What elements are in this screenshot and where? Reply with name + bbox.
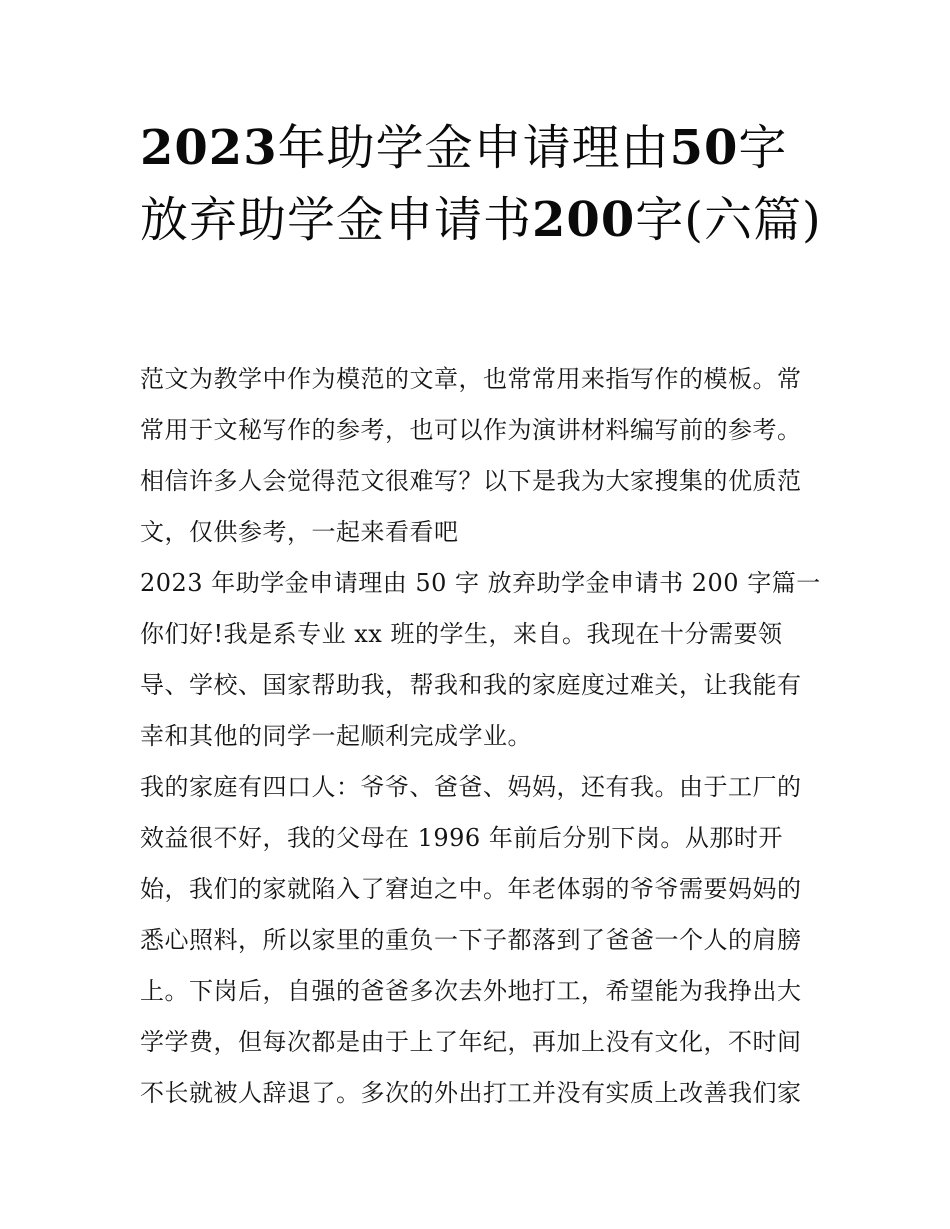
- title-number-50: 50: [669, 120, 739, 176]
- text-line: 幸和其他的同学一起顺利完成学业。: [140, 722, 532, 750]
- text-line: 范文为教学中作为模范的文章，也常常用来指写作的模板。常: [140, 365, 802, 393]
- text-line: 学学费，但每次都是由于上了年纪，再加上没有文化，不时间: [140, 1028, 802, 1056]
- title-number-200: 200: [532, 192, 636, 248]
- text-line: 上。下岗后，自强的爸爸多次去外地打工，希望能为我挣出大: [140, 977, 802, 1005]
- text-line: 悉心照料，所以家里的重负一下子都落到了爸爸一个人的肩膀: [140, 926, 802, 954]
- text-line: 导、学校、国家帮助我，帮我和我的家庭度过难关，让我能有: [140, 671, 802, 699]
- title-part-1: 年助学金申请理由: [277, 120, 670, 176]
- text-line: 你们好!我是系专业 xx 班的学生，来自。我现在十分需要领: [140, 620, 783, 648]
- section-heading: 2023 年助学金申请理由 50 字 放弃助学金申请书 200 字篇一: [140, 569, 821, 597]
- title-part-3: 字(六篇): [635, 192, 822, 248]
- title-part-2: 字放弃助学金申请书: [140, 120, 788, 248]
- text-line: 我的家庭有四口人：爷爷、爸爸、妈妈，还有我。由于工厂的: [140, 773, 802, 801]
- document-title: [140, 112, 830, 256]
- text-line: 效益很不好，我的父母在 1996 年前后分别下岗。从那时开: [140, 824, 783, 852]
- text-line: 相信许多人会觉得范文很难写？以下是我为大家搜集的优质范: [140, 467, 802, 495]
- title-year: 2023: [140, 120, 278, 176]
- text-line: 文，仅供参考，一起来看看吧: [140, 518, 459, 546]
- text-line: 常用于文秘写作的参考，也可以作为演讲材料编写前的参考。: [140, 416, 802, 444]
- document-body: [140, 354, 820, 1119]
- text-line: 始，我们的家就陷入了窘迫之中。年老体弱的爷爷需要妈妈的: [140, 875, 802, 903]
- text-line: 不长就被人辞退了。多次的外出打工并没有实质上改善我们家: [140, 1079, 802, 1107]
